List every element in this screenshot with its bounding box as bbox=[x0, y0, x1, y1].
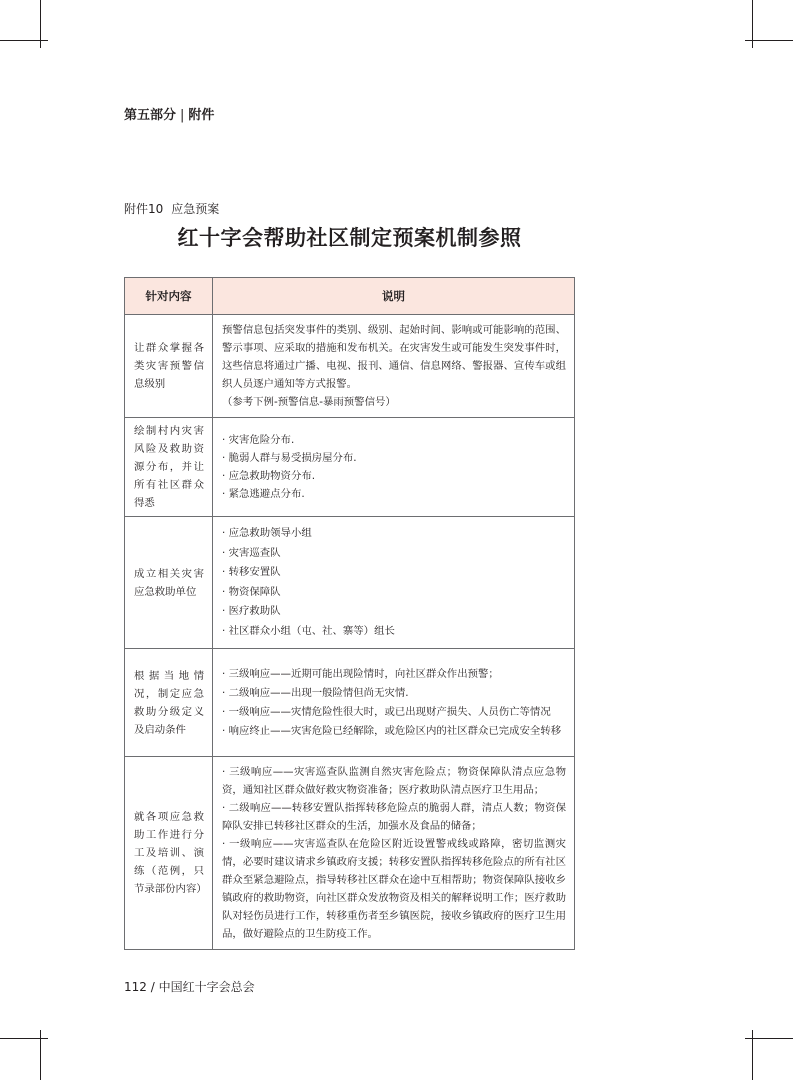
description-text: 预警信息包括突发事件的类别、级别、起始时间、影响或可能影响的范围、警示事项、应采取的措施和发布机关。在灾害发生或可能发生突发事件时，这些信息将通过广播、电视、报刊、通信、信息网络、警报器、宣传车或组织人员逐户通知等方式报警。 bbox=[222, 324, 566, 390]
row-description bbox=[213, 418, 575, 517]
list-item: · 响应终止——灾害危险已经解除，或危险区内的社区群众已完成安全转移 bbox=[222, 724, 562, 737]
table-row bbox=[125, 517, 575, 649]
row-target: 根据当地情况，制定应急救助分级定义及启动条件 bbox=[125, 649, 213, 757]
section-header bbox=[124, 104, 214, 123]
subsection-name: 附件 bbox=[188, 108, 215, 123]
row-description bbox=[213, 757, 575, 950]
description-note: （参考下例-预警信息-暴雨预警信号） bbox=[222, 396, 396, 408]
list-item: · 一级响应——灾情危险性很大时，或已出现财产损失、人员伤亡等情况 bbox=[222, 705, 551, 718]
row-description bbox=[213, 315, 575, 418]
list-item: · 二级响应——转移安置队指挥转移危险点的脆弱人群，清点人数；物资保障队安排已转移社区群众的生活，加强水及食品的储备； bbox=[222, 802, 566, 832]
row-target: 让群众掌握各类灾害预警信息级别 bbox=[125, 315, 213, 418]
list-item: · 社区群众小组（屯、社、寨等）组长 bbox=[222, 624, 395, 637]
table-row bbox=[125, 757, 575, 950]
list-item: · 三级响应——灾害巡查队监测自然灾害危险点；物资保障队清点应急物资，通知社区群众做好救灾物资准备；医疗救助队清点医疗卫生用品； bbox=[222, 766, 566, 796]
column-header-description: 说明 bbox=[213, 278, 575, 315]
crop-mark bbox=[0, 1038, 48, 1039]
list-item: · 脆弱人群与易受损房屋分布. bbox=[222, 452, 357, 464]
publisher-name: 中国红十字会总会 bbox=[158, 980, 255, 994]
list-item: · 灾害巡查队 bbox=[222, 546, 281, 559]
page-title: 红十字会帮助社区制定预案机制参照 bbox=[177, 226, 522, 250]
list-item: · 一级响应——灾害巡查队在危险区附近设置警戒线或路障，密切监测灾情，必要时建议请求乡镇政府支援；转移安置队指挥转移危险点的所有社区群众至紧急避险点，指导转移社区群众在途中互相帮助；物资保障队接收乡镇政府的救助物资，向社区群众发放物资及相关的解释说明工作；医疗救助队对轻伤员进行工作，转移重伤者至乡镇医院，接收乡镇政府的医疗卫生用品，做好避险点的卫生防疫工作。 bbox=[222, 838, 566, 940]
row-description bbox=[213, 517, 575, 649]
section-name: 第五部分 bbox=[124, 108, 177, 123]
attachment-label bbox=[124, 200, 219, 217]
list-item: · 转移安置队 bbox=[222, 566, 281, 578]
row-target: 就各项应急救助工作进行分工及培训、演练（范例，只节录部份内容） bbox=[125, 757, 213, 950]
crop-mark bbox=[745, 40, 793, 41]
row-target: 成立相关灾害应急救助单位 bbox=[125, 517, 213, 649]
list-item: · 医疗救助队 bbox=[222, 605, 281, 617]
crop-mark bbox=[745, 1038, 793, 1039]
list-item: · 灾害危险分布. bbox=[222, 434, 295, 446]
row-description bbox=[213, 649, 575, 757]
header-separator: | bbox=[180, 108, 185, 123]
list-item: · 三级响应——近期可能出现险情时，向社区群众作出预警； bbox=[222, 667, 499, 680]
attachment-name: 应急预案 bbox=[171, 202, 220, 216]
crop-mark bbox=[0, 40, 48, 41]
list-item: · 紧急逃避点分布. bbox=[222, 488, 305, 500]
list-item: · 应急救助领导小组 bbox=[222, 527, 312, 539]
page-number: 112 bbox=[124, 980, 147, 994]
table-row bbox=[125, 418, 575, 517]
list-item: · 物资保障队 bbox=[222, 585, 281, 598]
attachment-number: 附件10 bbox=[124, 202, 164, 216]
reference-table bbox=[124, 277, 575, 950]
list-item: · 二级响应——出现一般险情但尚无灾情. bbox=[222, 686, 409, 699]
table-row bbox=[125, 649, 575, 757]
table-row bbox=[125, 315, 575, 418]
page-footer bbox=[124, 978, 255, 995]
list-item: · 应急救助物资分布. bbox=[222, 470, 316, 482]
row-target: 绘制村内灾害风险及救助资源分布，并让所有社区群众得悉 bbox=[125, 418, 213, 517]
footer-separator: / bbox=[150, 980, 155, 994]
column-header-target: 针对内容 bbox=[125, 278, 213, 315]
table-header-row bbox=[125, 278, 575, 315]
